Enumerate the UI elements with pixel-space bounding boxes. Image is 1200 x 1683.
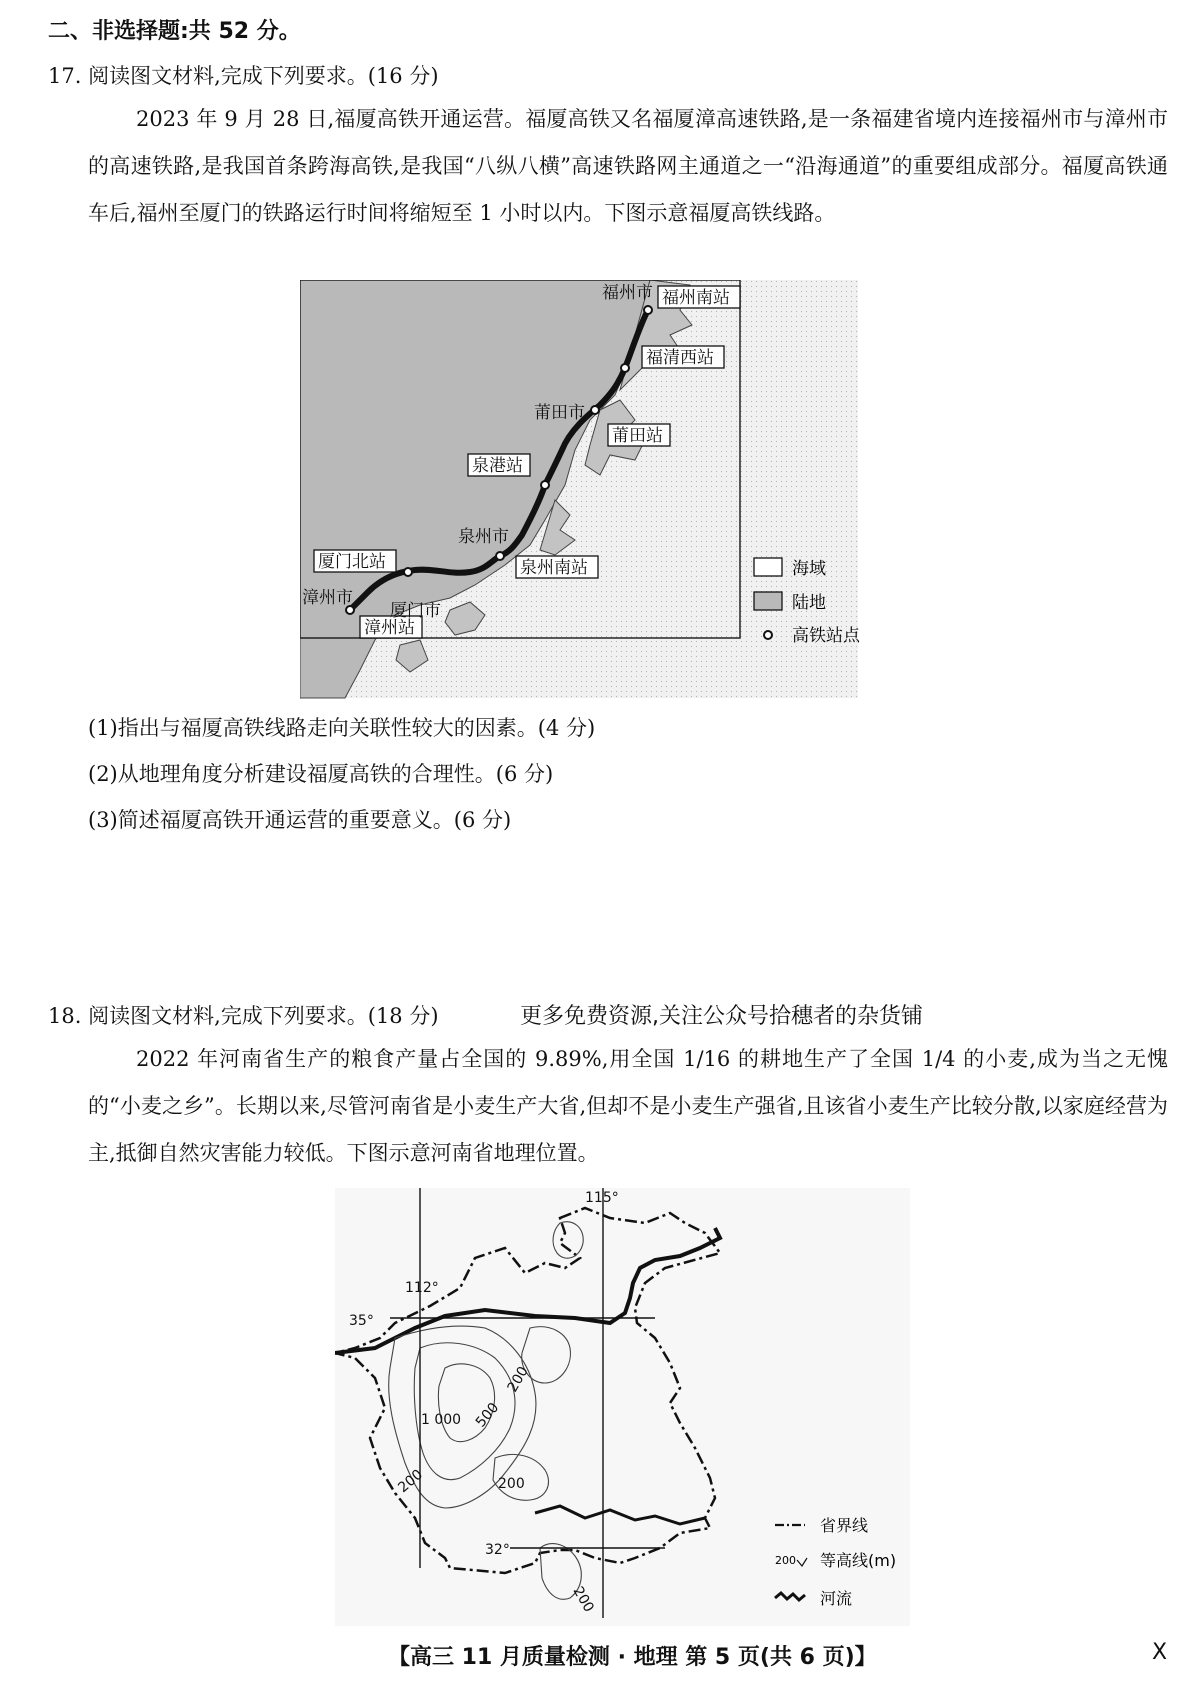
label-fuzhou-city: 福州市 (602, 283, 653, 303)
q18-promo-text: 更多免费资源,关注公众号拾穗者的杂货铺 (520, 1004, 923, 1029)
legend-sea-swatch (754, 558, 782, 576)
legend-sea-label: 海域 (792, 559, 826, 579)
q17-map (300, 280, 940, 700)
label-quanzhou-city: 泉州市 (458, 527, 509, 547)
q18-heading: 18. 阅读图文材料,完成下列要求。(18 分) (48, 1004, 439, 1028)
label-quangang: 泉港站 (472, 456, 523, 476)
legend-station-marker (764, 631, 772, 639)
lon-label-112: 112° (405, 1280, 439, 1296)
label-xiamen-city: 厦门市 (390, 601, 441, 621)
contour-label-200-b: 200 (395, 1466, 427, 1497)
section-title: 二、非选择题:共 52 分。 (48, 19, 301, 44)
lat-label-32: 32° (485, 1542, 510, 1558)
label-zhangzhou-station: 漳州站 (364, 618, 415, 638)
label-xiamen-north: 厦门北站 (318, 552, 386, 572)
q17-sub-question-2: (2)从地理角度分析建设福厦高铁的合理性。(6 分) (88, 762, 554, 786)
contour-label-200-d: 200 (569, 1584, 597, 1616)
station-marker-quangang (541, 481, 549, 489)
q17-sub-question-3: (3)简述福厦高铁开通运营的重要意义。(6 分) (88, 808, 512, 832)
label-zhangzhou-city: 漳州市 (302, 588, 353, 608)
station-marker-fuqing-west (621, 364, 629, 372)
label-putian-station: 莆田站 (612, 426, 663, 446)
legend-station-label: 高铁站点 (792, 626, 860, 646)
contour-label-500: 500 (472, 1399, 503, 1431)
station-marker-putian (591, 406, 599, 414)
lat-label-35: 35° (349, 1313, 374, 1329)
q17-passage: 2023 年 9 月 28 日,福厦高铁开通运营。福厦高铁又名福厦漳高速铁路,是一条福建省境内连接福州市与漳州市的高速铁路,是我国首条跨海高铁,是我国“八纵八横”高速铁路网主通道之一“沿海通道”的重要组成部分。福厦高铁通车后,福州至厦门的铁路运行时间将缩短至 1 小时以内。下图示意福厦高铁线路。 (88, 107, 1168, 225)
legend-river-label: 河流 (820, 1589, 853, 1608)
legend-contour-sample: 200 (775, 1554, 796, 1567)
label-fuzhou-south: 福州南站 (662, 288, 730, 308)
lon-label-115: 115° (585, 1190, 619, 1206)
page-code: X (1152, 1640, 1168, 1665)
q17-sub-question-1: (1)指出与福厦高铁线路走向关联性较大的因素。(4 分) (88, 716, 596, 740)
label-putian-city: 莆田市 (534, 403, 585, 423)
q17-heading: 17. 阅读图文材料,完成下列要求。(16 分) (48, 64, 439, 88)
station-marker-xiamen-north (404, 568, 412, 576)
contour-label-1000: 1 000 (421, 1412, 462, 1428)
station-marker-fuzhou-south (644, 306, 652, 314)
legend-contour-label: 等高线(m) (820, 1551, 897, 1570)
station-marker-quanzhou-south (496, 552, 504, 560)
page-footer: 【高三 11 月质量检测 · 地理 第 5 页(共 6 页)】 (388, 1645, 877, 1670)
label-quanzhou-south: 泉州南站 (520, 558, 588, 578)
contour-label-200-a: 200 (504, 1363, 532, 1395)
legend-land-label: 陆地 (792, 593, 826, 613)
legend-land-swatch (754, 592, 782, 610)
q18-passage: 2022 年河南省生产的粮食产量占全国的 9.89%,用全国 1/16 的耕地生产了全国 1/4 的小麦,成为当之无愧的“小麦之乡”。长期以来,尽管河南省是小麦生产大省,但却不是小麦生产强省,且该省小麦生产比较分散,以家庭经营为主,抵御自然灾害能力较低。下图示意河南省地理位置。 (88, 1047, 1168, 1165)
label-fuqing-west: 福清西站 (646, 348, 714, 368)
q18-map (335, 1188, 935, 1628)
contour-label-200-c: 200 (498, 1476, 525, 1492)
legend-boundary-label: 省界线 (820, 1516, 869, 1535)
